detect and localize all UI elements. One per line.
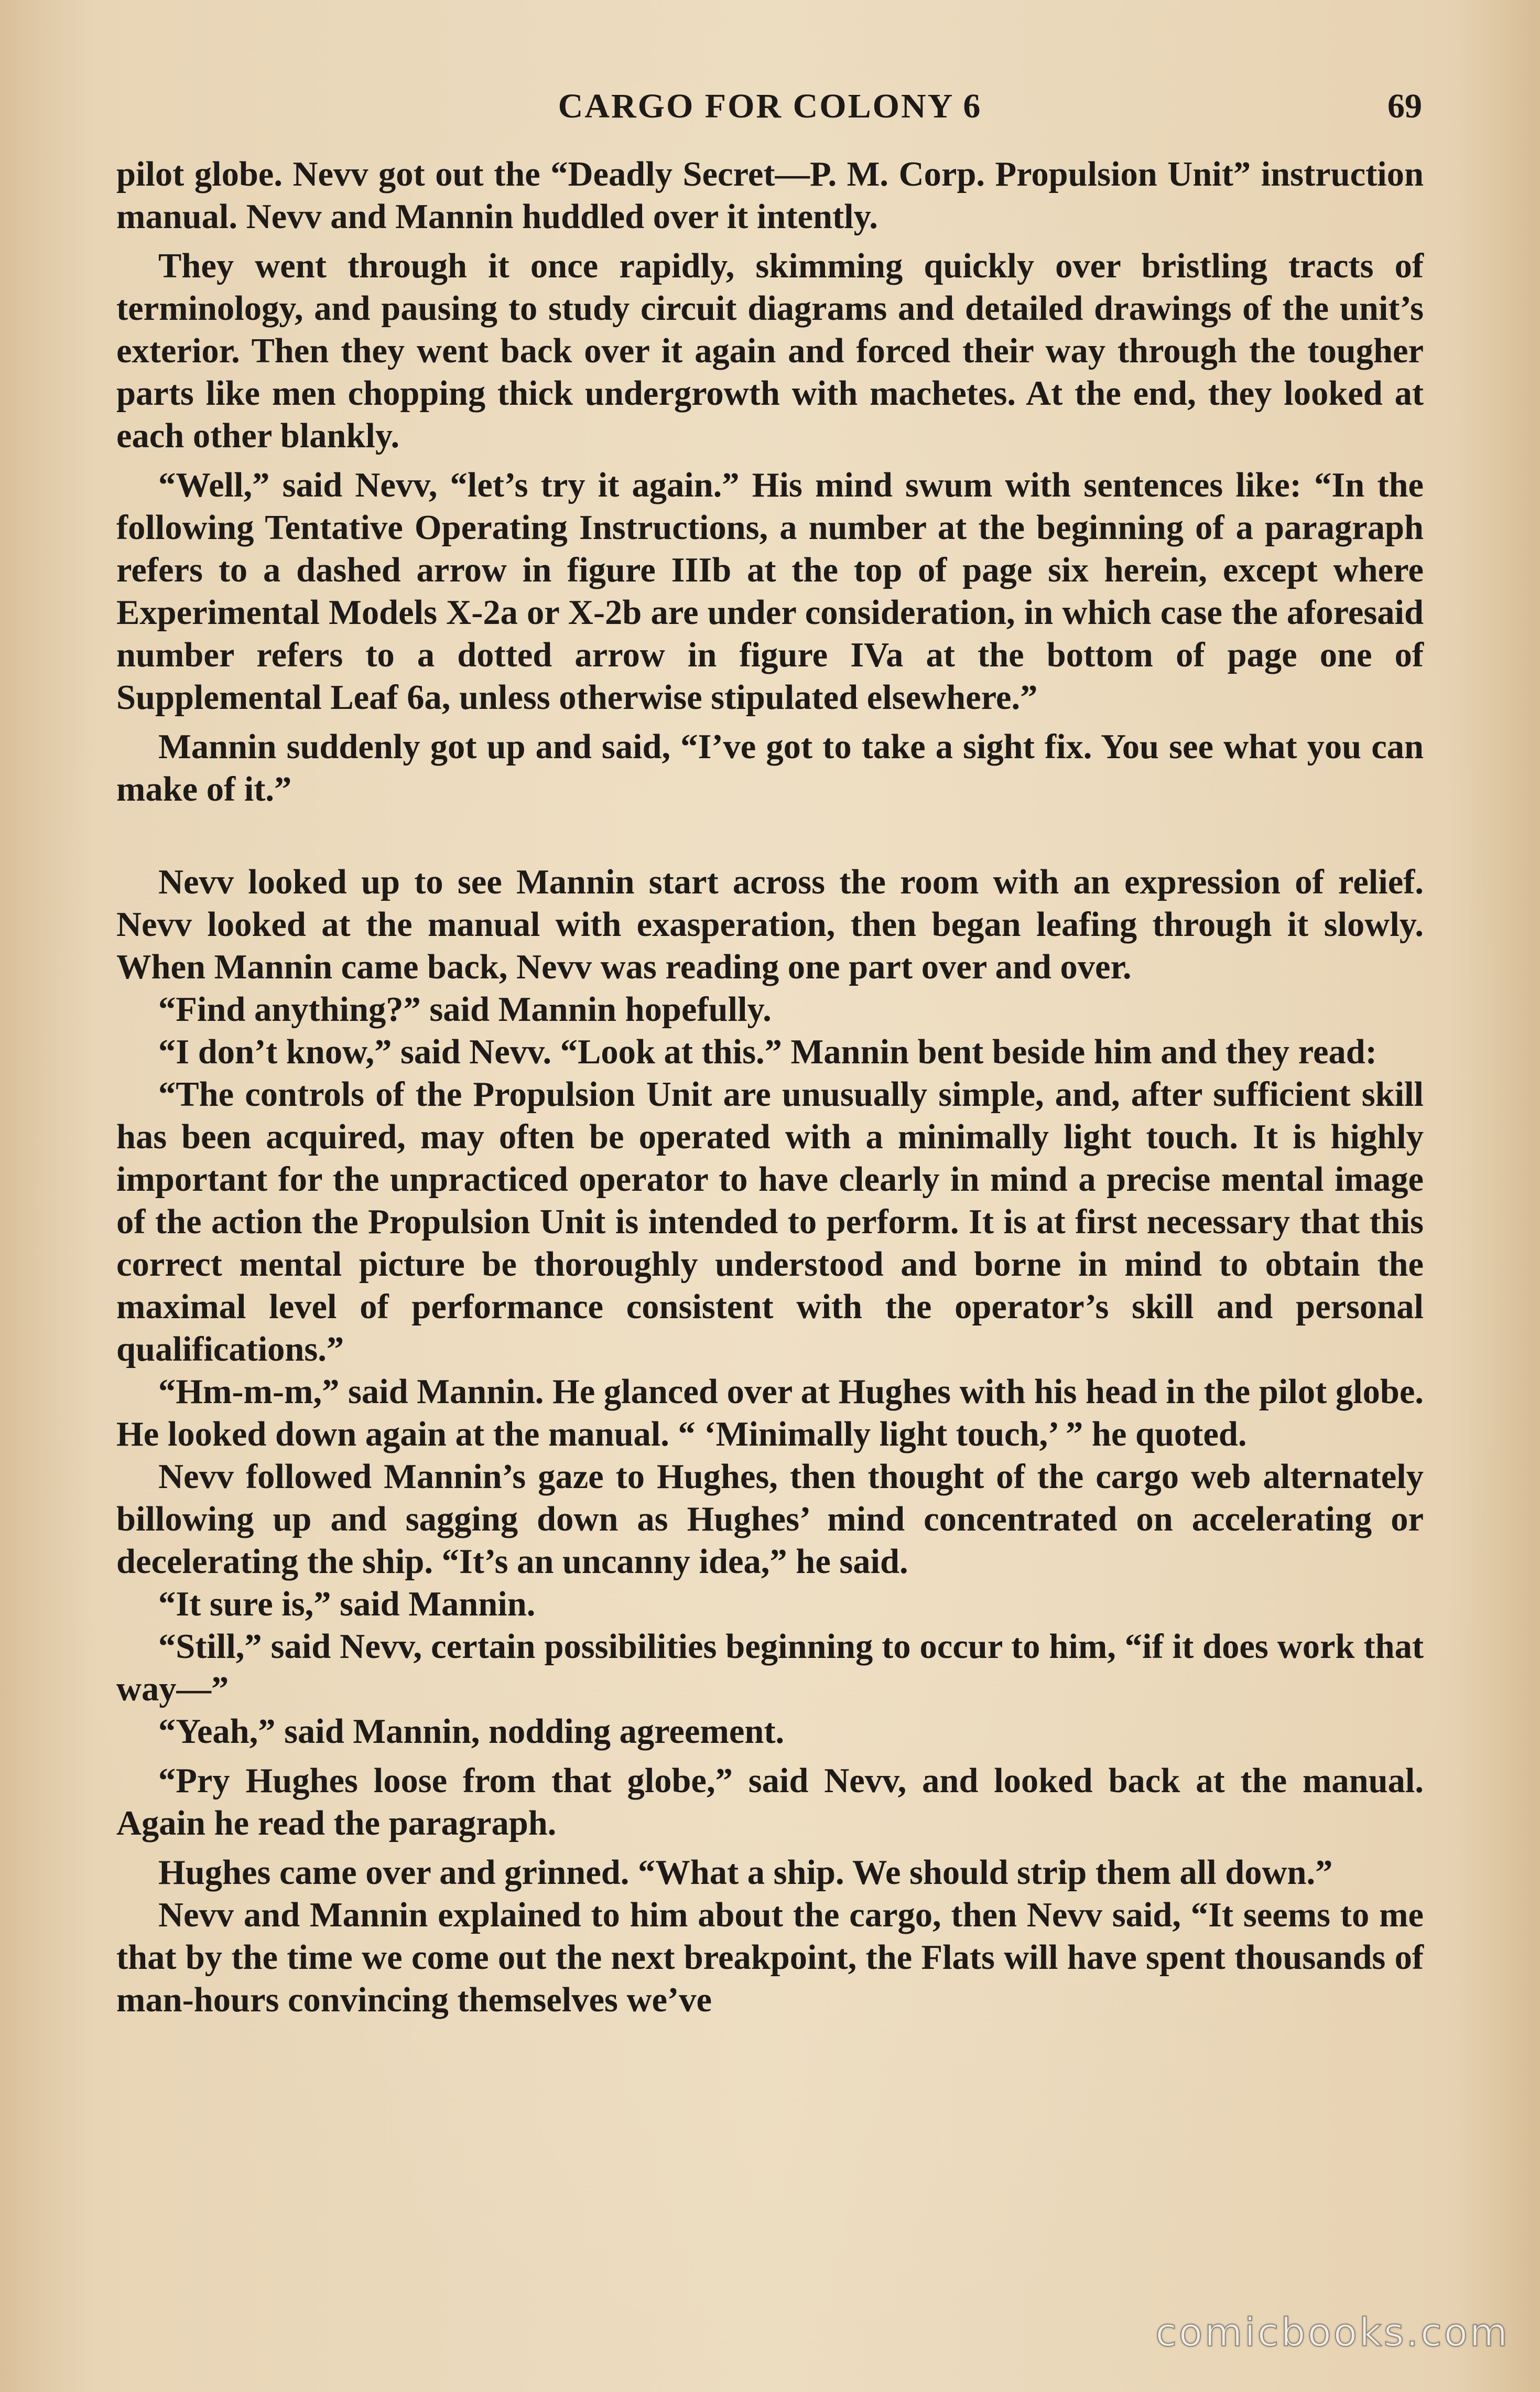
paragraph: Nevv followed Mannin’s gaze to Hughes, then thought of the cargo web alternately billowing up and sagging down as Hughes’ mind concentrated on accelerating or decelerating the ship. “It’s an uncanny idea,” he said.	[116, 1458, 1424, 1581]
paragraph: “Still,” said Nevv, certain possibilities beginning to occur to him, “if it does work that way—”	[116, 1628, 1424, 1708]
paragraph: pilot globe. Nevv got out the “Deadly Secret—P. M. Corp. Propulsion Unit” instruction manual. Nevv and Mannin huddled over it intently.	[116, 155, 1424, 236]
paragraph: “Pry Hughes loose from that globe,” said Nevv, and looked back at the manual. Again he read the paragraph.	[116, 1762, 1424, 1843]
paragraph: “I don’t know,” said Nevv. “Look at this.” Mannin bent beside him and they read:	[158, 1033, 1377, 1071]
paragraph: Nevv and Mannin explained to him about the cargo, then Nevv said, “It seems to me that by the time we come out the next breakpoint, the Flats will have spent thousands of man-hours convincing themselves we’ve	[116, 1896, 1424, 2019]
paragraph: They went through it once rapidly, skimming quickly over bristling tracts of terminology, and pausing to study circuit diagrams and detailed drawings of the unit’s exterior. Then they went back over it again and forced their way through the tougher parts like men chopping thick undergrowth with machetes. At the end, they looked at each other blankly.	[116, 247, 1424, 455]
paragraph: Nevv looked up to see Mannin start across the room with an expression of relief. Nevv looked at the manual with exasperation, then began leafing through it slowly. When Mannin came back, Nevv was reading one part over and over.	[116, 863, 1424, 986]
paragraph: “The controls of the Propulsion Unit are unusually simple, and, after sufficient skill has been acquired, may often be operated with a minimally light touch. It is highly important for the unpracticed operator to have clearly in mind a precise mental image of the action the Propulsion Unit is intended to perform. It is at first necessary that this correct mental picture be thoroughly understood and borne in mind to obtain the maximal level of performance consistent with the operator’s skill and personal qualifications.”	[116, 1075, 1424, 1369]
running-head: CARGO FOR COLONY 6	[558, 87, 982, 125]
paragraph: “Well,” said Nevv, “let’s try it again.” His mind swum with sentences like: “In the following Tentative Operating Instructions, a number at the beginning of a paragraph refers to a dashed arrow in figure IIIb at the top of page six herein, except where Experimental Models X-2a or X-2b are under consideration, in which case the aforesaid number refers to a dotted arrow in figure IVa at the bottom of page one of Supplemental Leaf 6a, unless otherwise stipulated elsewhere.”	[116, 466, 1424, 717]
page-header	[118, 78, 1422, 135]
paragraph: “Hm-m-m,” said Mannin. He glanced over at Hughes with his head in the pilot globe. He looked down again at the manual. “ ‘Minimally light touch,’ ” he quoted.	[116, 1373, 1424, 1453]
paragraph: “Yeah,” said Mannin, nodding agreement.	[158, 1712, 785, 1751]
watermark: comicbooks.com	[1155, 2310, 1510, 2355]
paragraph: Hughes came over and grinned. “What a ship. We should strip them all down.”	[158, 1854, 1333, 1892]
page-number: 69	[1387, 87, 1422, 125]
paragraph: “It sure is,” said Mannin.	[158, 1585, 536, 1623]
body-text	[116, 153, 1424, 2021]
paragraph: “Find anything?” said Mannin hopefully.	[158, 990, 772, 1029]
paragraph: Mannin suddenly got up and said, “I’ve got to take a sight fix. You see what you can make of it.”	[116, 728, 1424, 809]
